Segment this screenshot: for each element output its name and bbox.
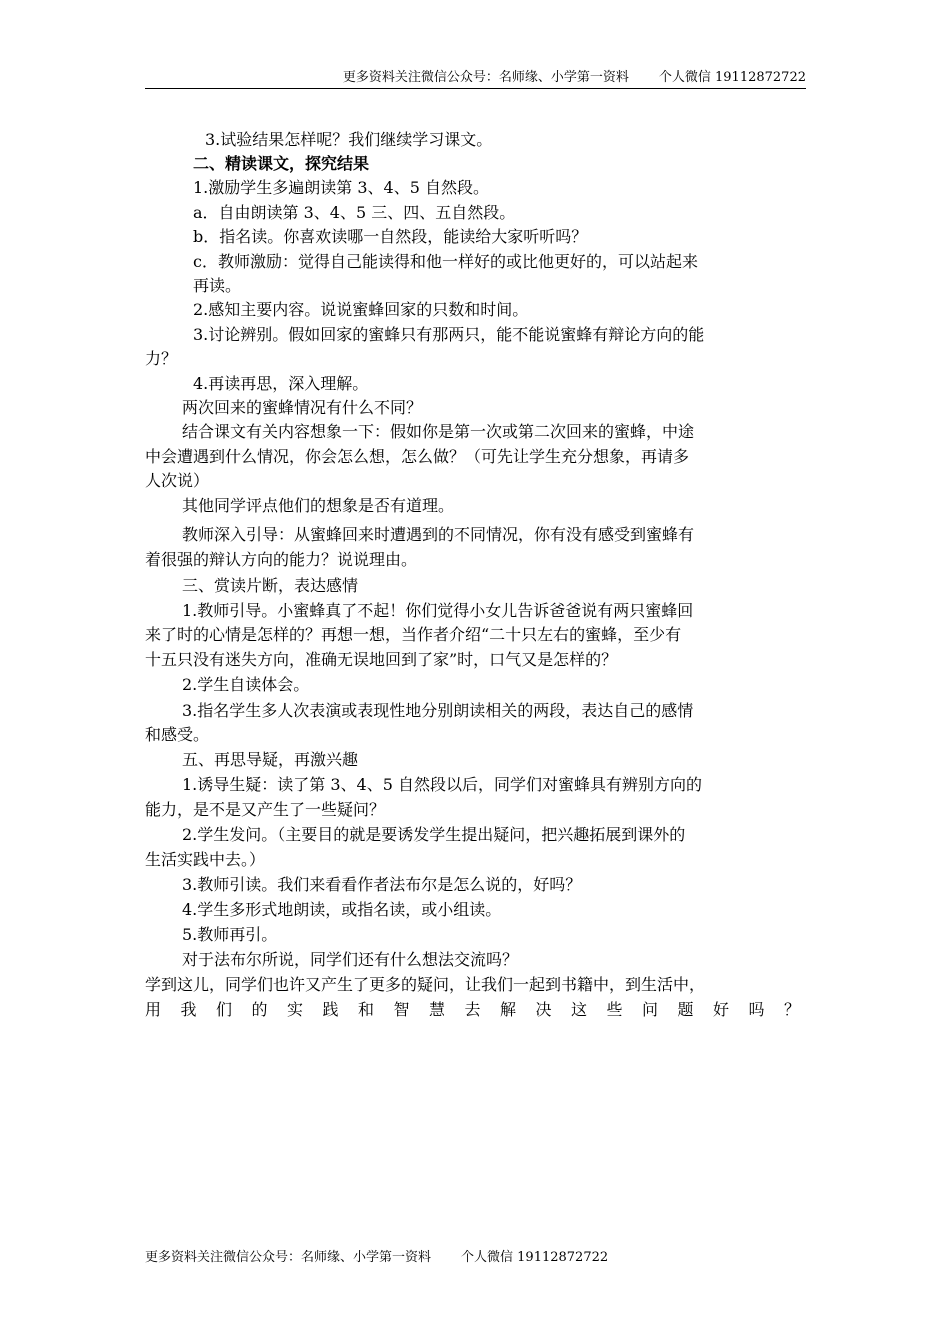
text-line: 中会遭遇到什么情况，你会怎么想，怎么做？（可先让学生充分想象，再请多 — [145, 447, 690, 466]
text-line: 教师深入引导：从蜜蜂回来时遭遇到的不同情况，你有没有感受到蜜蜂有 — [182, 525, 695, 544]
section-heading: 五、再思导疑，再激兴趣 — [182, 750, 359, 769]
footer-left-text: 更多资料关注微信公众号：名师缘、小学第一资料 — [145, 1250, 432, 1265]
text-line: 1.诱导生疑：读了第 3、4、5 自然段以后，同学们对蜜蜂具有辨别方向的 — [182, 775, 702, 794]
text-line: 3.教师引读。我们来看看作者法布尔是怎么说的，好吗？ — [182, 875, 582, 894]
text-line: 生活实践中去。） — [145, 850, 266, 869]
text-line: a．自由朗读第 3、4、5 三、四、五自然段。 — [193, 203, 516, 222]
text-line: 5.教师再引。 — [182, 925, 278, 944]
text-line: 4.学生多形式地朗读，或指名读，或小组读。 — [182, 900, 502, 919]
text-line: 用我们的实践和智慧去解决这些问题好吗？ — [145, 1000, 800, 1019]
text-line: 3.指名学生多人次表演或表现性地分别朗读相关的两段，表达自己的感情 — [182, 701, 694, 720]
text-line: b．指名读。你喜欢读哪一自然段，能读给大家听听吗？ — [193, 227, 588, 246]
text-line: 3.试验结果怎样呢？我们继续学习课文。 — [205, 130, 493, 149]
text-line: 2.学生自读体会。 — [182, 675, 310, 694]
text-line: 4.再读再思，深入理解。 — [193, 374, 369, 393]
text-line: 2.感知主要内容。说说蜜蜂回家的只数和时间。 — [193, 300, 529, 319]
text-line: 2.学生发问。（主要目的就是要诱发学生提出疑问，把兴趣拓展到课外的 — [182, 825, 686, 844]
text-line: 人次说） — [145, 471, 210, 490]
text-line: c．教师激励：觉得自己能读得和他一样好的或比他更好的，可以站起来 — [193, 252, 698, 271]
section-heading: 三、赏读片断，表达感情 — [182, 576, 359, 595]
text-line: 两次回来的蜜蜂情况有什么不同？ — [182, 398, 423, 417]
text-line: 学到这儿，同学们也许又产生了更多的疑问，让我们一起到书籍中，到生活中， — [145, 975, 706, 994]
text-line: 再读。 — [193, 276, 242, 295]
footer-right-text: 个人微信 19112872722 — [461, 1250, 609, 1265]
header-right-text: 个人微信 19112872722 — [658, 70, 806, 85]
text-line: 其他同学评点他们的想象是否有道理。 — [182, 496, 455, 515]
text-line: 能力，是不是又产生了一些疑问？ — [145, 800, 386, 819]
text-line: 和感受。 — [145, 725, 210, 744]
text-line: 结合课文有关内容想象一下：假如你是第一次或第二次回来的蜜蜂，中途 — [182, 422, 695, 441]
text-line: 着很强的辩认方向的能力？说说理由。 — [145, 550, 418, 569]
header-left-text: 更多资料关注微信公众号：名师缘、小学第一资料 — [342, 70, 629, 85]
page-header — [145, 66, 806, 89]
text-line: 对于法布尔所说，同学们还有什么想法交流吗？ — [182, 950, 519, 969]
text-line: 1.激励学生多遍朗读第 3、4、5 自然段。 — [193, 178, 489, 197]
text-line: 力？ — [145, 349, 178, 368]
text-line: 1.教师引导。小蜜蜂真了不起！你们觉得小女儿告诉爸爸说有两只蜜蜂回 — [182, 601, 694, 620]
page-footer — [145, 1246, 608, 1265]
text-line: 来了时的心情是怎样的？再想一想，当作者介绍“二十只左右的蜜蜂，至少有 — [145, 625, 682, 644]
section-heading: 二、精读课文，探究结果 — [193, 154, 370, 173]
text-line: 3.讨论辨别。假如回家的蜜蜂只有那两只，能不能说蜜蜂有辩论方向的能 — [193, 325, 705, 344]
text-line: 十五只没有迷失方向，准确无误地回到了家”时，口气又是怎样的？ — [145, 650, 618, 669]
